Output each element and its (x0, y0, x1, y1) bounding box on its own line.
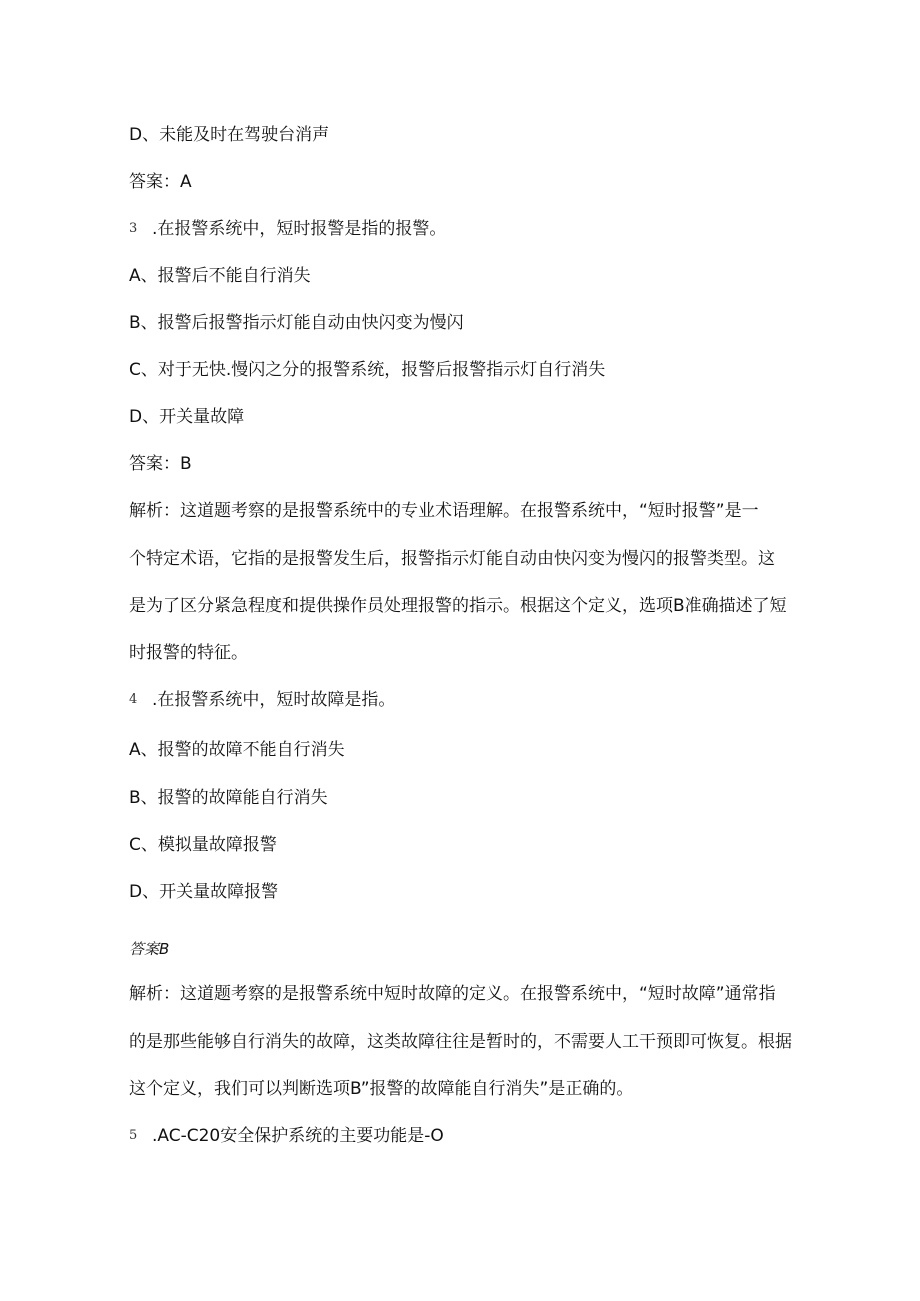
q4-stem: .在报警系统中，短时故障是指。 (152, 690, 396, 710)
q4-option-a: A、报警的故障不能自行消失 (129, 740, 345, 760)
q3-number: 3 (129, 221, 138, 236)
q5-number: 5 (129, 1128, 138, 1143)
q3-explanation-line: 个特定术语，它指的是报警发生后，报警指示灯能自动由快闪变为慢闪的报警类型。这 (129, 549, 775, 569)
q3-explanation-line: 解析：这道题考察的是报警系统中的专业术语理解。在报警系统中，“短时报警”是一 (129, 501, 759, 521)
q3-answer: 答案：B (129, 454, 192, 474)
q3-explanation-line: 是为了区分紧急程度和提供操作员处理报警的指示。根据这个定义，选项B准确描述了短 (129, 596, 787, 616)
prev-option-d: D、未能及时在驾驶台消声 (129, 125, 330, 145)
q3-option-c: C、对于无快.慢闪之分的报警系统，报警后报警指示灯自行消失 (129, 360, 606, 380)
q4-option-b: B、报警的故障能自行消失 (129, 788, 328, 808)
q4-option-c: C、模拟量故障报警 (129, 835, 277, 855)
q3-option-a: A、报警后不能自行消失 (129, 266, 311, 286)
q3-option-b: B、报警后报警指示灯能自动由快闪变为慢闪 (129, 313, 464, 333)
q5-stem: .AC-C20安全保护系统的主要功能是-O (152, 1126, 444, 1146)
q3-stem: .在报警系统中，短时报警是指的报警。 (152, 219, 447, 239)
q3-explanation-line: 时报警的特征。 (129, 643, 248, 663)
q4-number: 4 (129, 692, 138, 707)
q4-explanation-line: 解析：这道题考察的是报警系统中短时故障的定义。在报警系统中，“短时故障”通常指 (129, 984, 776, 1004)
q4-option-d: D、开关量故障报警 (129, 882, 279, 902)
q3-option-d: D、开关量故障 (129, 407, 245, 427)
prev-answer: 答案：A (129, 172, 192, 192)
q4-explanation-line: 的是那些能够自行消失的故障，这类故障往往是暂时的，不需要人工干预即可恢复。根据 (129, 1032, 792, 1052)
q4-answer: 答案B (129, 940, 170, 958)
q4-explanation-line: 这个定义，我们可以判断选项B”报警的故障能自行消失”是正确的。 (129, 1079, 634, 1099)
